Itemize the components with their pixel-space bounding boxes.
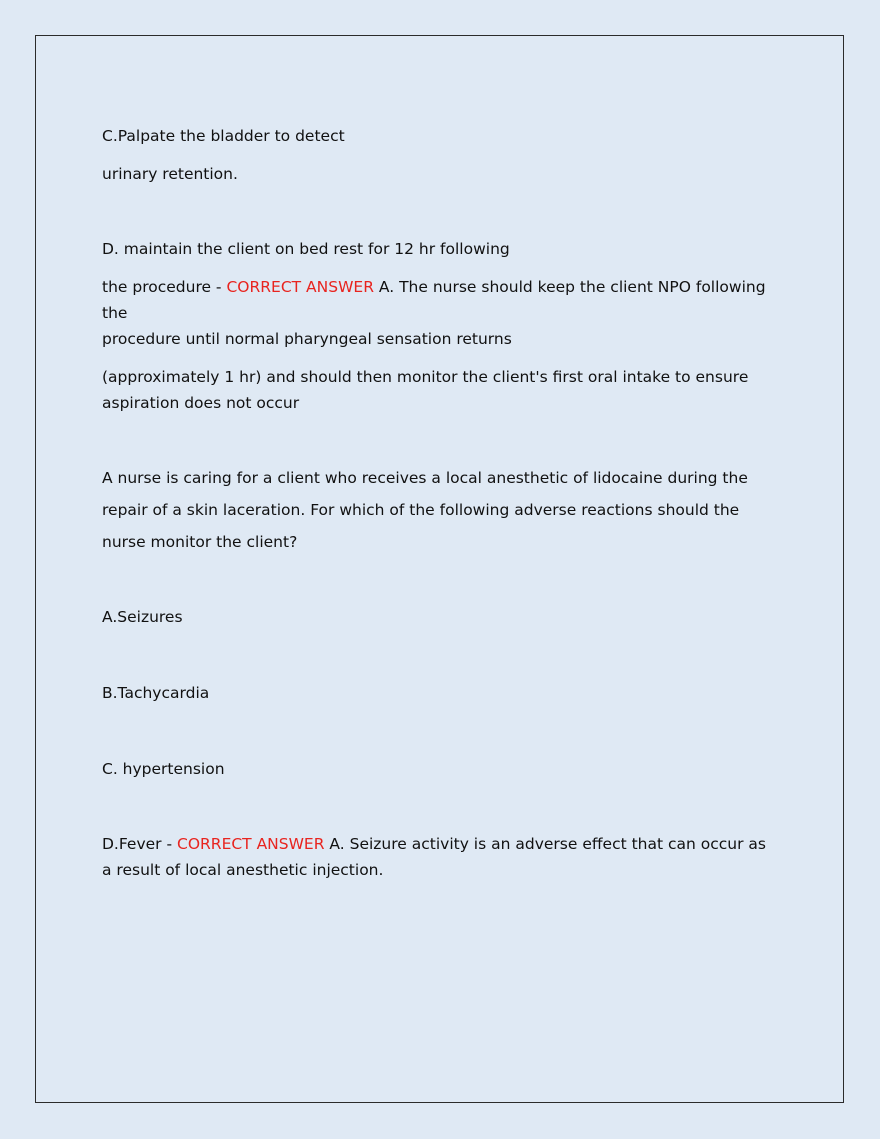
q1-option-d-line1: D. maintain the client on bed rest for 12 hr following bbox=[102, 240, 510, 258]
q1-option-c-line2: urinary retention. bbox=[102, 165, 238, 183]
q1-correct-answer-label: CORRECT ANSWER bbox=[226, 278, 374, 296]
q1-answer-block bbox=[102, 274, 767, 326]
q2-answer-text: A. Seizure activity is an adverse effect that can occur as a result of local anesthetic injection. bbox=[102, 835, 767, 879]
q2-stem-line3: nurse monitor the client? bbox=[102, 533, 298, 551]
q1-answer-text-part2: procedure until normal pharyngeal sensation returns bbox=[102, 330, 512, 348]
q2-option-a: A.Seizures bbox=[102, 608, 183, 626]
q2-stem-line1: A nurse is caring for a client who receives a local anesthetic of lidocaine during the bbox=[102, 469, 748, 487]
q1-option-d-line2: the procedure - bbox=[102, 278, 227, 296]
page-frame bbox=[35, 35, 844, 1103]
q2-stem-line2: repair of a skin laceration. For which of the following adverse reactions should the bbox=[102, 501, 740, 519]
q2-option-d: D.Fever - bbox=[102, 835, 177, 853]
q1-answer-text-part3: (approximately 1 hr) and should then monitor the client's first oral intake to ensure aspiration does not occur bbox=[102, 368, 749, 412]
q2-option-b: B.Tachycardia bbox=[102, 684, 210, 702]
q2-option-c: C. hypertension bbox=[102, 760, 225, 778]
q1-option-c-line1: C.Palpate the bladder to detect bbox=[102, 127, 345, 145]
q2-answer-block bbox=[102, 831, 767, 883]
q2-correct-answer-label: CORRECT ANSWER bbox=[177, 835, 325, 853]
q1-answer-text-part1: A. The nurse should keep the client NPO following the bbox=[102, 278, 766, 322]
